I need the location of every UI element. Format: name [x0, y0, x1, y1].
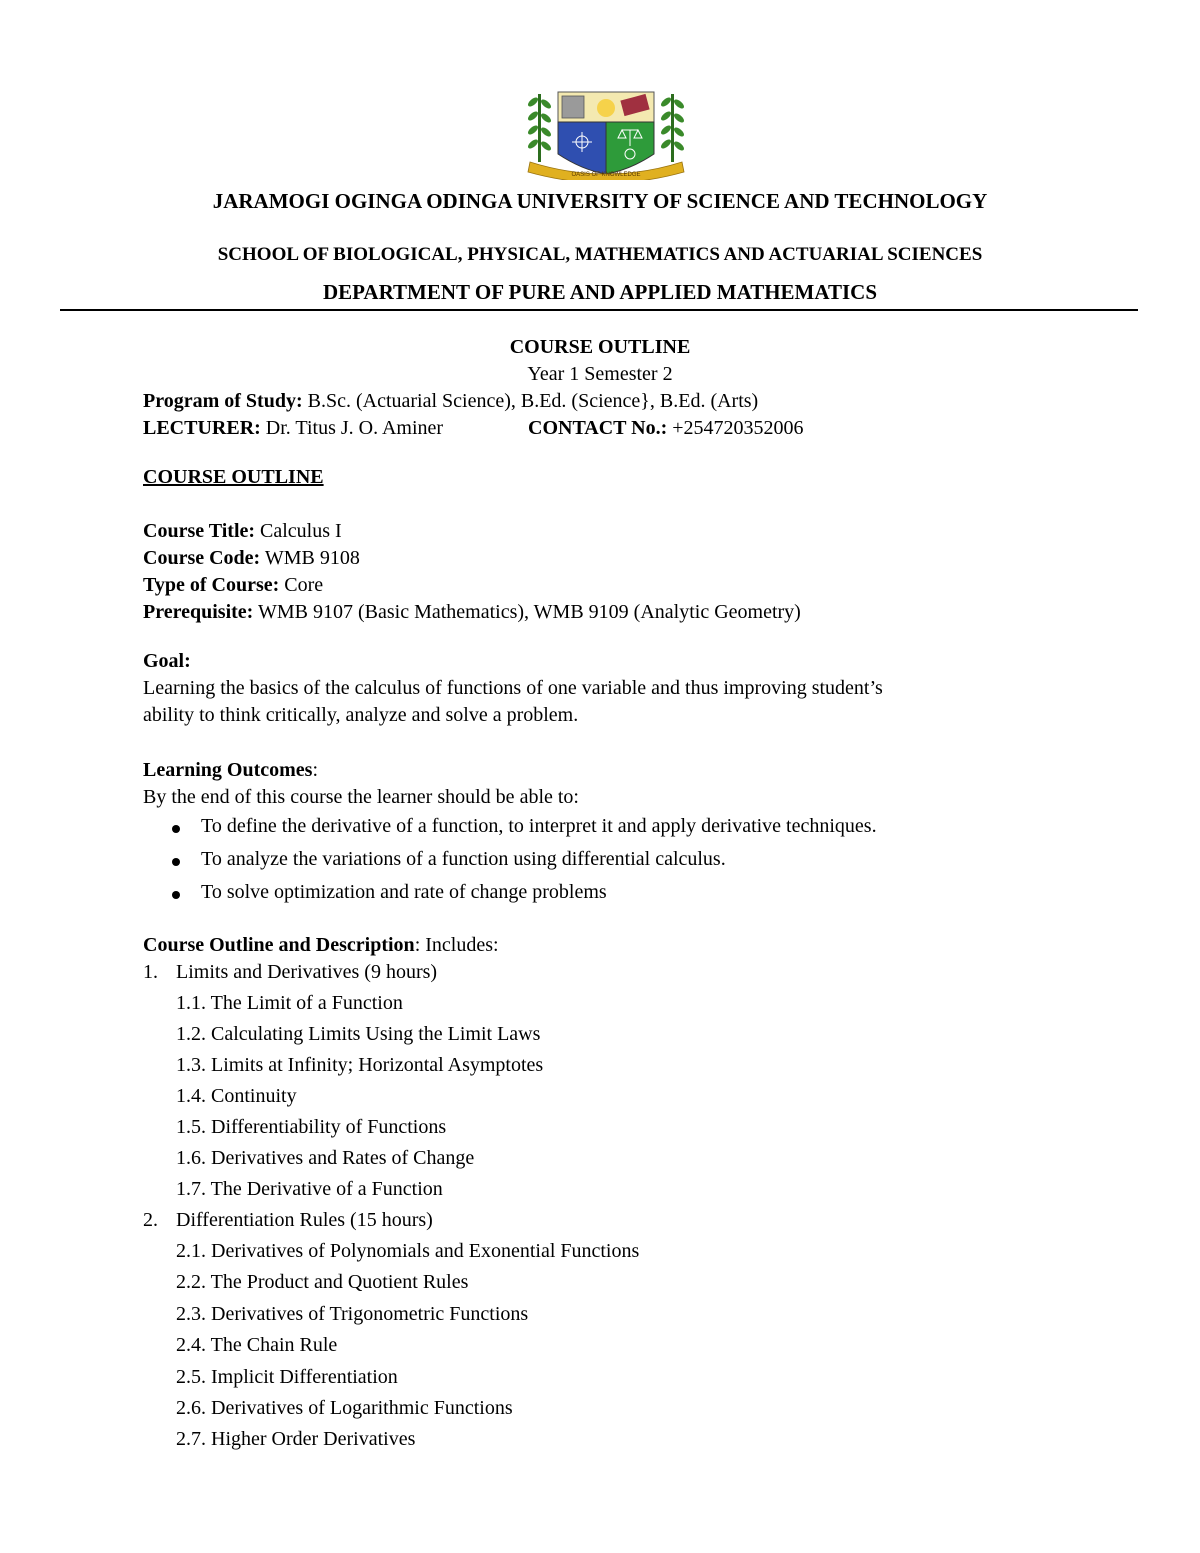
topic-item: 2.3. Derivatives of Trigonometric Functions	[176, 1303, 529, 1325]
lecturer-line	[143, 417, 443, 440]
contact-label: CONTACT No.:	[528, 417, 668, 439]
unit-number: 2.	[143, 1209, 158, 1231]
outline-heading	[143, 934, 499, 957]
bullet-icon	[172, 891, 180, 899]
outcomes-heading	[143, 759, 318, 782]
prerequisite-value: WMB 9107 (Basic Mathematics), WMB 9109 (Analytic Geometry)	[253, 601, 801, 623]
university-crest-logo	[522, 88, 690, 180]
outcomes-heading-colon: :	[312, 759, 318, 781]
course-type-value: Core	[279, 574, 324, 596]
topic-item: 1.6. Derivatives and Rates of Change	[176, 1147, 475, 1169]
contact-line	[528, 417, 804, 440]
unit-title: Differentiation Rules (15 hours)	[176, 1209, 433, 1231]
document-title: COURSE OUTLINE	[509, 336, 691, 358]
outline-heading-text: Course Outline and Description	[143, 934, 415, 956]
outcomes-intro: By the end of this course the learner should be able to:	[143, 786, 579, 808]
topic-item: 1.3. Limits at Infinity; Horizontal Asymptotes	[176, 1054, 544, 1076]
header-divider	[60, 309, 1138, 311]
topic-item: 1.4. Continuity	[176, 1085, 297, 1107]
course-code-label: Course Code:	[143, 547, 261, 569]
bullet-icon	[172, 825, 180, 833]
outcomes-heading-text: Learning Outcomes	[143, 759, 313, 781]
bullet-icon	[172, 858, 180, 866]
course-type	[143, 574, 323, 597]
topic-item: 1.1. The Limit of a Function	[176, 992, 403, 1014]
department-name: DEPARTMENT OF PURE AND APPLIED MATHEMATICS	[322, 280, 878, 304]
goal-text-line-2: ability to think critically, analyze and solve a problem.	[143, 704, 579, 726]
course-code	[143, 547, 360, 570]
topic-item: 1.5. Differentiability of Functions	[176, 1116, 447, 1138]
topic-item: 1.2. Calculating Limits Using the Limit Laws	[176, 1023, 541, 1045]
program-value: B.Sc. (Actuarial Science), B.Ed. (Science}, B.Ed. (Arts)	[302, 390, 759, 412]
logo-motto: OASIS OF KNOWLEDGE	[571, 172, 641, 178]
topic-item: 2.7. Higher Order Derivatives	[176, 1428, 416, 1450]
course-type-label: Type of Course:	[143, 574, 280, 596]
year-semester: Year 1 Semester 2	[527, 363, 673, 385]
goal-heading: Goal:	[143, 650, 191, 672]
course-code-value: WMB 9108	[260, 547, 360, 569]
contact-value: +254720352006	[667, 417, 804, 439]
unit-number: 1.	[143, 961, 158, 983]
lecturer-value: Dr. Titus J. O. Aminer	[260, 417, 444, 439]
course-title-label: Course Title:	[143, 520, 256, 542]
outline-heading-suffix: : Includes:	[414, 934, 499, 956]
prerequisite	[143, 601, 801, 624]
unit-title: Limits and Derivatives (9 hours)	[176, 961, 438, 983]
outcome-item: To define the derivative of a function, to interpret it and apply derivative techniques.	[201, 815, 877, 837]
topic-item: 2.1. Derivatives of Polynomials and Exonential Functions	[176, 1240, 640, 1262]
outcome-item: To solve optimization and rate of change problems	[201, 881, 607, 903]
program-of-study	[143, 390, 758, 413]
outcome-item: To analyze the variations of a function using differential calculus.	[201, 848, 726, 870]
topic-item: 2.5. Implicit Differentiation	[176, 1366, 398, 1388]
prerequisite-label: Prerequisite:	[143, 601, 254, 623]
program-label: Program of Study:	[143, 390, 303, 412]
topic-item: 2.6. Derivatives of Logarithmic Functions	[176, 1397, 513, 1419]
topic-item: 2.2. The Product and Quotient Rules	[176, 1271, 469, 1293]
course-title-value: Calculus I	[255, 520, 342, 542]
school-name: SCHOOL OF BIOLOGICAL, PHYSICAL, MATHEMATICS AND ACTUARIAL SCIENCES	[217, 244, 983, 265]
laurel-left-icon	[526, 94, 552, 162]
lecturer-label: LECTURER:	[143, 417, 261, 439]
laurel-right-icon	[659, 94, 685, 162]
topic-item: 1.7. The Derivative of a Function	[176, 1178, 443, 1200]
university-name: JARAMOGI OGINGA ODINGA UNIVERSITY OF SCIENCE AND TECHNOLOGY	[212, 189, 988, 213]
goal-text-line-1: Learning the basics of the calculus of functions of one variable and thus improving student’s	[143, 677, 883, 699]
topic-item: 2.4. The Chain Rule	[176, 1334, 338, 1356]
section-heading: COURSE OUTLINE	[143, 466, 324, 488]
course-title	[143, 520, 342, 543]
